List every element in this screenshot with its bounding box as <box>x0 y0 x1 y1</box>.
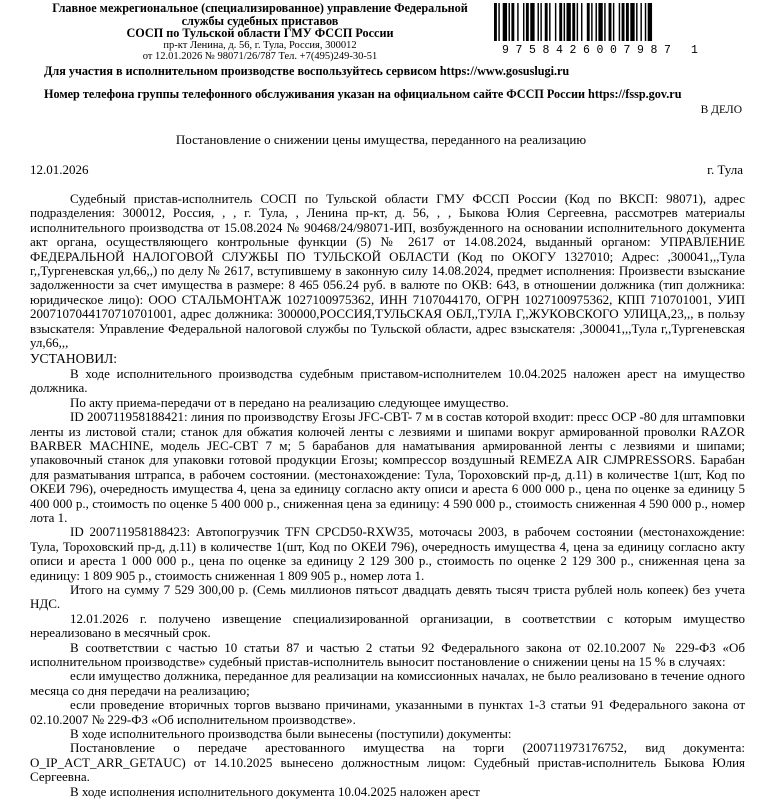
paragraph-documents: В ходе исполнительного производства были вынесены (поступили) документы: <box>70 726 512 742</box>
document-city: г. Тула <box>707 162 743 177</box>
intro-paragraph: Судебный пристав-исполнитель СОСП по Тульской области ГМУ ФССП России (Код по ВКСП: 98071), адрес подразделения: 300012, Россия, , , г. Тула, , Ленина пр-кт, д. 56, , , Быкова Юлия Сергеевна, рассмотрев материалы исполнительного производства от 15.08.2024 № 90468/24/98071-ИП, возбужденного на основании исполнительного документа акт органа, осуществляющего контрольные функции (5) № 2617 от 14.08.2024, выданный органом: УПРАВЛЕНИЕ ФЕДЕРАЛЬНОЙ НАЛОГОВОЙ СЛУЖБЫ ПО ТУЛЬСКОЙ ОБЛАСТИ (Код по ОКОГУ 1327010; Адрес: ,300041,,,Тула г,,Тургеневская ул,66,,) по делу № 2617, вступившему в законную силу 14.08.2024, предмет исполнения: Произвести взыскание задолженности за счет имущества в размере: 8 465 056.24 руб. в валюте по ОКВ: 643, в отношении должника (тип должника: юридическое лицо): ООО СТАЛЬМОНТАЖ 1027100975362, ИНН 7107044170, ОГРН 1027100975362, КПП 710701001, УИП 2007107044170710701001, адрес должника: 300000,РОССИЯ,ТУЛЬСКАЯ ОБЛ,,ТУЛА Г,,ЖУКОВСКОГО УЛИЦА,23,,, в пользу взыскателя: Управление Федеральной налоговой службы по Тульской области, адрес взыскателя: ,300041,,,Тула г,,Тургеневская ул,66,,, <box>30 191 745 351</box>
phone-note: Номер телефона группы телефонного обслуживания указан на официальном сайте ФССП России https://fssp.gov.ru <box>44 87 682 101</box>
barcode <box>494 3 734 47</box>
paragraph-total: Итого на сумму 7 529 300,00 р. (Семь миллионов пятьсот двадцать девять тысяч триста рублей ноль копеек) без учета НДС. <box>30 581 745 612</box>
document-title: Постановление о снижении цены имущества, переданного на реализацию <box>175 132 587 147</box>
gosuslugi-note: Для участия в исполнительном производстве воспользуйтесь сервисом https://www.gosuslugi.ru <box>44 64 570 78</box>
paragraph-decision: Постановление о передаче арестованного имущества на торги (200711973176752, вид документа: O_IP_ACT_ARR_GETAUC) от 14.10.2025 вынесено должностным лицом: Судебный пристав-исполнитель Быкова Юлия Сергеевна. <box>30 740 745 785</box>
org-address: пр-кт Ленина, д. 56, г. Тула, Россия, 300012 <box>163 39 357 51</box>
paragraph-law: В соответствии с частью 10 статьи 87 и частью 2 статьи 92 Федерального закона от 02.10.2007 № 229-ФЗ «Об исполнительном производстве» судебный пристав-исполнитель выносит постановление о снижении цены на 15 % в случаях: <box>30 639 745 669</box>
paragraph-case-2: если проведение вторичных торгов вызвано причинами, указанными в пунктах 1-3 статьи 91 Федерального закона от 02.10.2007 № 229-ФЗ «Об исполнительном производстве». <box>30 697 745 727</box>
established-heading: УСТАНОВИЛ: <box>30 351 118 367</box>
paragraph-arrest: В ходе исполнительного производства судебным приставом-исполнителем 10.04.2025 наложен арест на имущество должника. <box>30 365 745 396</box>
document-date: 12.01.2026 <box>30 162 89 177</box>
doc-reference: от 12.01.2026 № 98071/26/787 Тел. +7(495)249-30-51 <box>142 51 378 62</box>
authority-header <box>30 2 490 63</box>
org-name-line2: службы судебных приставов <box>181 13 339 28</box>
paragraph-cutoff: В ходе исполнения исполнительного документа 10.04.2025 наложен арест <box>70 783 480 799</box>
paragraph-notice: 12.01.2026 г. получено извещение специализированной организации, в соответствии с которым имущество нереализовано в месячный срок. <box>30 610 745 641</box>
paragraph-transfer: По акту приема-передачи от в передано на реализацию следующее имущество. <box>70 394 509 410</box>
org-name-line3: СОСП по Тульской области ГМУ ФССП России <box>126 26 394 40</box>
paragraph-case-1: если имущество должника, переданное для реализации на комиссионных началах, не было реализовано в течение одного месяца со дня передачи на реализацию; <box>30 668 745 698</box>
paragraph-item-1: ID 200711958188421: линия по производству Егозы JFC-CBT- 7 м в состав которой входит: пресс OCP -80 для штамповки ленты из листовой стали; станок для обжатия колючей ленты с лезвиями и шипами вокруг армированной проволки RAZOR BARBER MACHINE, модель JEC-CBT 7 м; 5 барабанов для наматывания армированной ленты с лезвиями и шипами; упаковочный станок для упаковки готовой продукции Егозы; компрессор воздушный REMEZA AIR CJMPRESSORS. Барабан для разматывания штрапса, в рабочем состоянии. (местонахождение: Тула, Тороховский пр-д, д.11) в количестве 1(шт, Код по ОКЕИ 796), очередность имущества 4, цена за единицу согласно акту описи и ареста 6 000 000 р., цена по оценке за единицу 5 400 000 р., стоимость по оценке 5 400 000 р., сниженная цена за единицу: 4 590 000 р., стоимость сниженная 4 590 000 р., номер лота 1. <box>30 409 745 525</box>
barcode-number: 9758426007987 1 <box>502 44 705 57</box>
document-body <box>30 192 745 799</box>
v-delo-mark: В ДЕЛО <box>700 104 742 116</box>
paragraph-item-2: ID 200711958188423: Автопогрузчик TFN CPCD50-RXW35, моточасы 2003, в рабочем состоянии (местонахождение: Тула, Тороховский пр-д, д.11) в количестве 1(шт, Код по ОКЕИ 796), очередность имущества 4, цена за единицу согласно акту описи и ареста 1 000 000 р., цена по оценке за единицу 2 129 300 р., стоимость по оценке 2 129 300 р., сниженная цена за единицу: 1 809 905 р., стоимость сниженная 1 809 905 р., номер лота 1. <box>30 524 745 583</box>
org-name-line1: Главное межрегиональное (специализированное) управление Федеральной <box>52 1 468 15</box>
